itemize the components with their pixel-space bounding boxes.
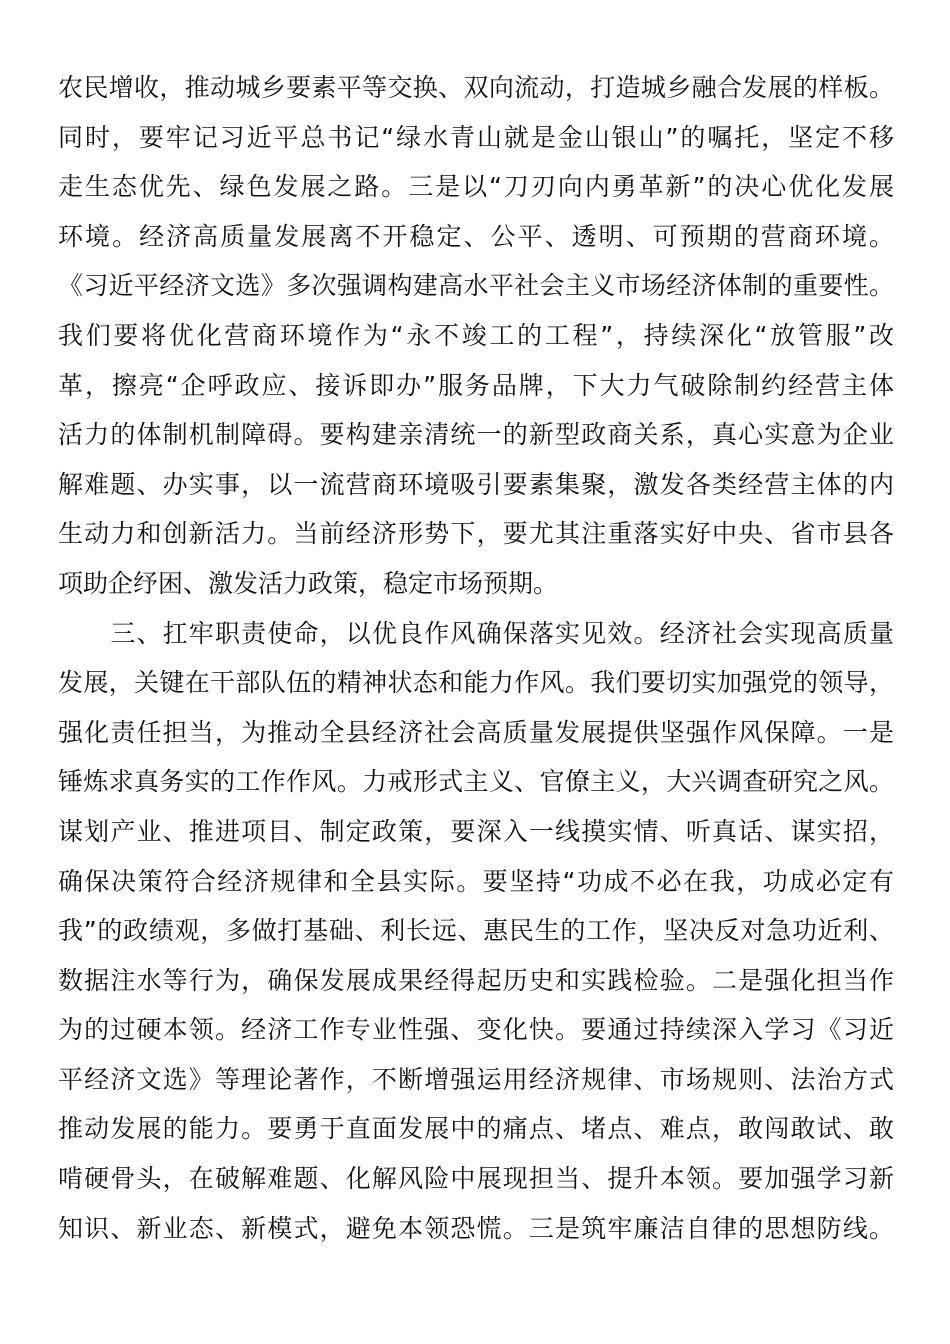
text-line: 同时，要牢记习近平总书记“绿水青山就是金山银山”的嘱托，坚定不移 <box>58 122 894 152</box>
text-line: 数据注水等行为，确保发展成果经得起历史和实践检验。二是强化担当作 <box>58 965 894 995</box>
text-line: 革，擦亮“企呼政应、接诉即办”服务品牌，下大力气破除制约经营主体 <box>58 370 894 400</box>
text-line: 走生态优先、绿色发展之路。三是以“刀刃向内勇革新”的决心优化发展 <box>58 172 894 202</box>
body-text <box>58 63 894 1253</box>
text-line: 解难题、办实事，以一流营商环境吸引要素集聚，激发各类经营主体的内 <box>58 469 894 499</box>
text-line: 发展，关键在干部队伍的精神状态和能力作风。我们要切实加强党的领导， <box>58 668 894 698</box>
text-line: 知识、新业态、新模式，避免本领恐慌。三是筑牢廉洁自律的思想防线。 <box>58 1213 894 1243</box>
text-line: 为的过硬本领。经济工作专业性强、变化快。要通过持续深入学习《习近 <box>58 1015 894 1045</box>
text-line: 项助企纾困、激发活力政策，稳定市场预期。 <box>58 568 559 598</box>
text-line: 《习近平经济文选》多次强调构建高水平社会主义市场经济体制的重要性。 <box>58 271 894 301</box>
section-heading-line: 三、扛牢职责使命，以优良作风确保落实见效。经济社会实现高质量 <box>58 618 894 648</box>
text-line: 生动力和创新活力。当前经济形势下，要尤其注重落实好中央、省市县各 <box>58 519 894 549</box>
text-line: 平经济文选》等理论著作，不断增强运用经济规律、市场规则、法治方式 <box>58 1064 894 1094</box>
paragraph-continuation <box>58 63 894 609</box>
text-line: 啃硬骨头，在破解难题、化解风险中展现担当、提升本领。要加强学习新 <box>58 1164 894 1194</box>
text-line: 农民增收，推动城乡要素平等交换、双向流动，打造城乡融合发展的样板。 <box>58 73 894 102</box>
text-line: 谋划产业、推进项目、制定政策，要深入一线摸实情、听真话、谋实招， <box>58 816 894 846</box>
text-line: 活力的体制机制障碍。要构建亲清统一的新型政商关系，真心实意为企业 <box>58 420 894 450</box>
text-line: 我们要将优化营商环境作为“永不竣工的工程”，持续深化“放管服”改 <box>58 320 894 350</box>
text-line: 强化责任担当，为推动全县经济社会高质量发展提供坚强作风保障。一是 <box>58 717 894 747</box>
paragraph-section-three <box>58 609 894 1254</box>
text-line: 锤炼求真务实的工作作风。力戒形式主义、官僚主义，大兴调查研究之风。 <box>58 767 894 797</box>
text-line: 推动发展的能力。要勇于直面发展中的痛点、堵点、难点，敢闯敢试、敢 <box>58 1114 894 1144</box>
text-line: 我”的政绩观，多做打基础、利长远、惠民生的工作，坚决反对急功近利、 <box>58 916 894 946</box>
text-line: 环境。经济高质量发展离不开稳定、公平、透明、可预期的营商环境。 <box>58 221 894 251</box>
text-line: 确保决策符合经济规律和全县实际。要坚持“功成不必在我，功成必定有 <box>58 866 894 896</box>
